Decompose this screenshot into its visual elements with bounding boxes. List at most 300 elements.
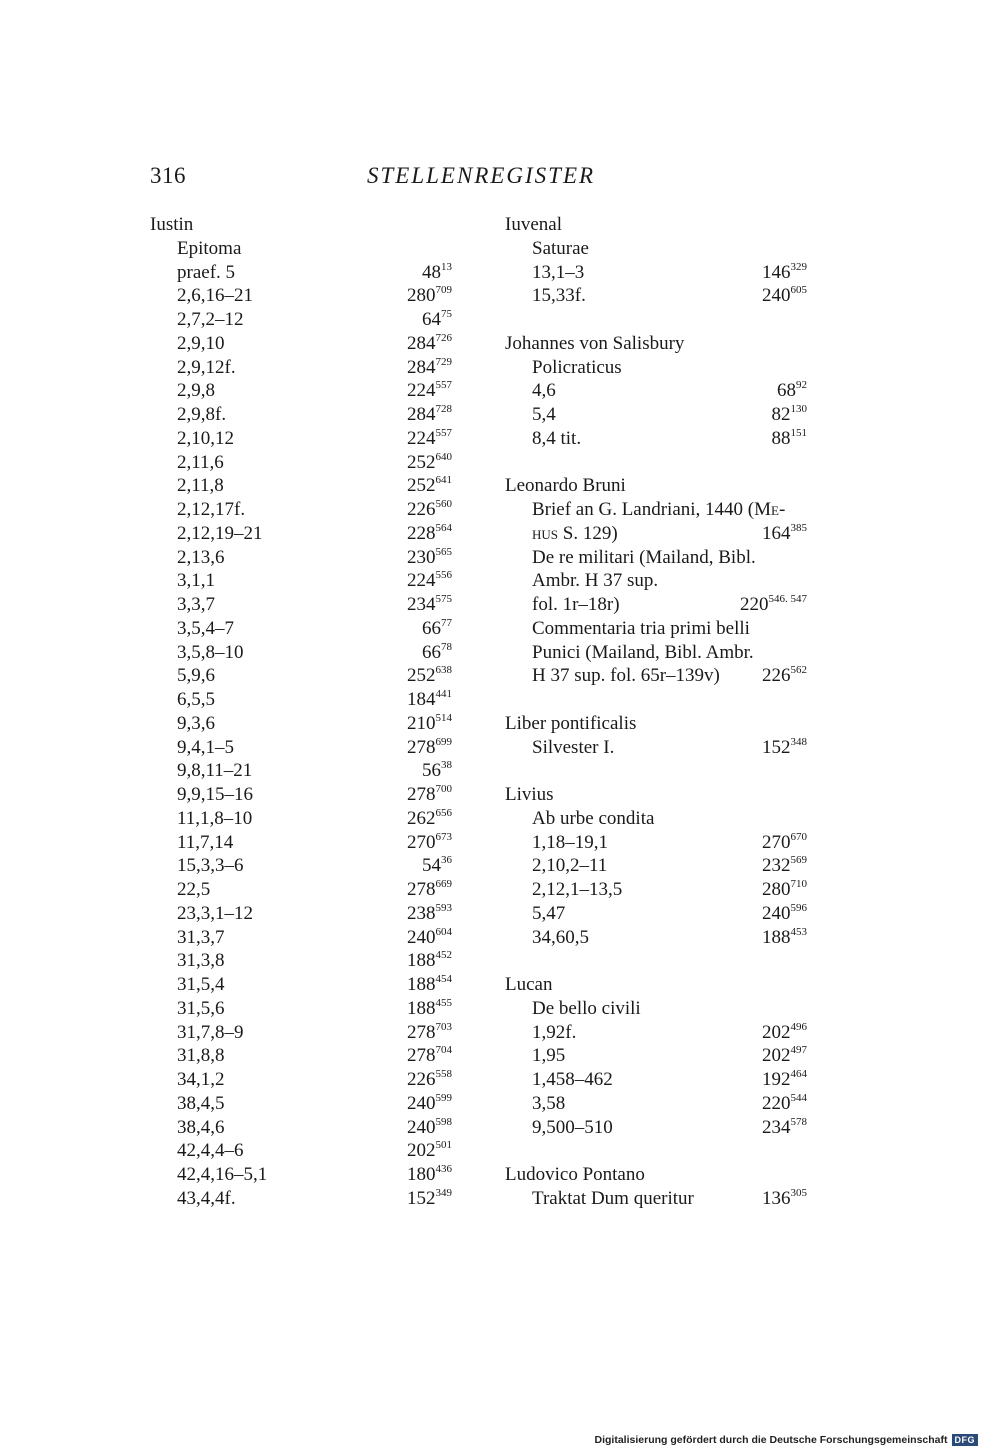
footnote-number: 596 bbox=[790, 901, 807, 914]
index-locus bbox=[150, 1139, 452, 1163]
entry-text: De re militari (Mailand, Bibl. bbox=[532, 546, 756, 568]
page-number-ref: 88 bbox=[771, 427, 791, 449]
entry-text: 2,9,8 bbox=[177, 380, 215, 402]
entry-spacer bbox=[505, 759, 807, 783]
page-reference bbox=[407, 403, 452, 430]
page-number-ref: 224 bbox=[407, 427, 436, 449]
entry-spacer bbox=[505, 949, 807, 973]
page-reference bbox=[762, 1068, 807, 1095]
index-locus bbox=[150, 522, 452, 546]
page-number-ref: 66 bbox=[422, 641, 441, 663]
entry-text: 5,9,6 bbox=[177, 665, 215, 687]
index-author bbox=[505, 783, 807, 807]
entry-text: 2,9,8f. bbox=[177, 404, 227, 425]
entry-text: 2,11,6 bbox=[177, 451, 224, 473]
page-number-ref: 234 bbox=[407, 594, 436, 615]
footnote-number: 557 bbox=[435, 379, 452, 392]
entry-text: 1,92f. bbox=[532, 1021, 577, 1043]
index-work bbox=[505, 736, 807, 760]
footnote-number: 78 bbox=[441, 640, 452, 653]
page-number-ref: 224 bbox=[407, 380, 436, 402]
entry-text: 3,5,8–10 bbox=[177, 641, 244, 663]
page-reference bbox=[762, 902, 807, 929]
page-reference bbox=[407, 284, 452, 311]
page-number-ref: 240 bbox=[407, 1092, 436, 1114]
page-reference bbox=[407, 664, 452, 691]
footnote-number: 441 bbox=[435, 688, 452, 700]
page-reference bbox=[407, 712, 452, 739]
index-work bbox=[505, 356, 807, 380]
entry-text: 3,1,1 bbox=[177, 570, 215, 592]
entry-text: praef. 5 bbox=[177, 261, 236, 283]
entry-text: 31,7,8–9 bbox=[177, 1021, 244, 1043]
page-number-ref: 284 bbox=[407, 404, 436, 425]
index-locus bbox=[150, 759, 452, 783]
page-reference bbox=[407, 1187, 452, 1214]
index-locus bbox=[505, 1021, 807, 1045]
footnote-number: 726 bbox=[435, 331, 452, 344]
index-author bbox=[505, 1163, 807, 1187]
footnote-number: 349 bbox=[435, 1186, 452, 1199]
page-number-ref: 202 bbox=[762, 1045, 791, 1067]
index-locus bbox=[505, 261, 807, 285]
index-locus bbox=[150, 546, 452, 570]
index-work bbox=[505, 997, 807, 1021]
entry-text: Johannes von Salisbury bbox=[505, 332, 685, 354]
index-locus bbox=[150, 332, 452, 356]
page-number-ref: 278 bbox=[407, 736, 436, 758]
index-locus bbox=[150, 1068, 452, 1092]
page-reference bbox=[407, 593, 452, 620]
entry-text: 31,5,6 bbox=[177, 997, 225, 1019]
index-locus bbox=[150, 474, 452, 498]
entry-text: 9,8,11–21 bbox=[177, 760, 253, 782]
page-reference bbox=[772, 427, 808, 454]
footnote-number: 497 bbox=[790, 1044, 807, 1057]
page-number-ref: 270 bbox=[407, 831, 436, 853]
entry-text: 4,6 bbox=[532, 380, 556, 402]
footnote-number: 656 bbox=[435, 806, 452, 819]
page-number-ref: 220 bbox=[740, 594, 769, 615]
footnote-number: 565 bbox=[435, 545, 452, 558]
footnote-number: 454 bbox=[435, 973, 452, 985]
index-locus bbox=[505, 1068, 807, 1092]
index-author bbox=[505, 474, 807, 498]
page-reference bbox=[407, 973, 452, 1000]
page-reference bbox=[777, 379, 807, 406]
page-number-ref: 278 bbox=[407, 1045, 436, 1067]
entry-text: Commentaria tria primi belli bbox=[532, 617, 750, 639]
page-number-ref: 278 bbox=[407, 784, 436, 805]
footnote-number: 452 bbox=[435, 949, 452, 962]
index-work bbox=[505, 617, 807, 641]
page-reference bbox=[407, 332, 452, 359]
page-number-ref: 202 bbox=[762, 1021, 791, 1043]
page-reference bbox=[407, 427, 452, 454]
entry-text: 1,18–19,1 bbox=[532, 831, 608, 853]
footnote-number: 709 bbox=[435, 284, 452, 297]
page-reference bbox=[407, 902, 452, 929]
index-locus bbox=[505, 379, 807, 403]
page-number-ref: 210 bbox=[407, 712, 436, 734]
index-work bbox=[150, 237, 452, 261]
entry-text: 2,10,12 bbox=[177, 427, 234, 449]
entry-text: 3,5,4–7 bbox=[177, 617, 234, 639]
entry-text: 34,1,2 bbox=[177, 1069, 225, 1090]
page-number: 316 bbox=[150, 163, 186, 188]
index-locus bbox=[150, 356, 452, 380]
entry-spacer bbox=[505, 451, 807, 475]
page-number-ref: 146 bbox=[762, 261, 791, 283]
footnote-number: 641 bbox=[435, 474, 452, 487]
page-number-ref: 238 bbox=[407, 902, 436, 924]
index-work bbox=[505, 546, 807, 570]
footnote-number: 501 bbox=[435, 1139, 452, 1152]
index-column-left bbox=[150, 213, 452, 1211]
footnote-number: 546. 547 bbox=[768, 593, 807, 605]
index-locus bbox=[505, 1092, 807, 1116]
entry-text: 9,4,1–5 bbox=[177, 736, 234, 758]
index-locus bbox=[150, 1163, 452, 1187]
index-locus bbox=[150, 284, 452, 308]
page-reference bbox=[422, 854, 452, 881]
entry-text: Traktat Dum queritur bbox=[532, 1187, 694, 1209]
page-reference bbox=[407, 379, 452, 406]
page-number-ref: 188 bbox=[407, 997, 436, 1019]
page-number-ref: 82 bbox=[771, 404, 791, 425]
index-work bbox=[505, 522, 807, 546]
entry-text: 22,5 bbox=[177, 879, 211, 900]
footnote-number: 605 bbox=[790, 284, 807, 297]
entry-text: 1,458–462 bbox=[532, 1069, 613, 1090]
index-locus bbox=[505, 1116, 807, 1140]
entry-text: Ludovico Pontano bbox=[505, 1164, 645, 1185]
index-locus bbox=[150, 926, 452, 950]
index-locus bbox=[150, 736, 452, 760]
entry-text: 3,58 bbox=[532, 1092, 566, 1114]
footnote-number: 556 bbox=[435, 569, 452, 582]
footnote-number: 604 bbox=[435, 925, 452, 938]
entry-text: Epitoma bbox=[177, 237, 242, 259]
page-number-ref: 152 bbox=[762, 736, 791, 758]
dfg-logo: DFG bbox=[952, 1434, 979, 1446]
footnote-number: 558 bbox=[435, 1068, 452, 1080]
index-locus bbox=[505, 427, 807, 451]
running-head: STELLENREGISTER bbox=[367, 163, 596, 188]
index-work bbox=[505, 664, 807, 688]
entry-text: 5,47 bbox=[532, 902, 566, 924]
entry-text: hus S. 129) bbox=[532, 522, 618, 544]
page-number-ref: 240 bbox=[762, 902, 791, 924]
entry-text: 38,4,6 bbox=[177, 1116, 225, 1138]
page-number-ref: 280 bbox=[762, 879, 791, 900]
entry-text: 2,12,19–21 bbox=[177, 522, 263, 544]
page-number-ref: 56 bbox=[422, 760, 441, 782]
entry-text: 2,13,6 bbox=[177, 546, 225, 568]
footnote-number: 560 bbox=[435, 498, 452, 510]
footnote-number: 305 bbox=[790, 1186, 807, 1199]
entry-text: Lucan bbox=[505, 974, 553, 995]
entry-text: 9,500–510 bbox=[532, 1116, 613, 1138]
entry-text: 9,3,6 bbox=[177, 712, 215, 734]
entry-text: H 37 sup. fol. 65r–139v) bbox=[532, 665, 720, 687]
index-author bbox=[505, 973, 807, 997]
index-locus bbox=[150, 617, 452, 641]
footnote-number: 599 bbox=[435, 1091, 452, 1104]
index-locus bbox=[150, 854, 452, 878]
index-work bbox=[505, 569, 807, 593]
index-locus bbox=[150, 973, 452, 997]
page-number-ref: 136 bbox=[762, 1187, 791, 1209]
entry-text: 34,60,5 bbox=[532, 926, 589, 948]
index-work bbox=[505, 807, 807, 831]
page-reference bbox=[407, 783, 452, 810]
footnote-number: 13 bbox=[441, 260, 452, 273]
page-number-ref: 164 bbox=[762, 522, 791, 544]
page-reference bbox=[407, 1068, 452, 1095]
entry-spacer bbox=[505, 1139, 807, 1163]
index-locus bbox=[150, 997, 452, 1021]
page-reference bbox=[762, 522, 807, 549]
entry-text: Iuvenal bbox=[505, 214, 562, 235]
page-number-ref: 180 bbox=[407, 1164, 436, 1185]
footnote-number: 704 bbox=[435, 1044, 452, 1057]
entry-text: 31,3,8 bbox=[177, 950, 225, 972]
page-number-ref: 66 bbox=[422, 617, 441, 639]
page-reference bbox=[762, 736, 807, 763]
footnote-number: 670 bbox=[790, 830, 807, 843]
page-number-ref: 184 bbox=[407, 689, 436, 710]
index-locus bbox=[150, 1044, 452, 1068]
index-locus bbox=[505, 926, 807, 950]
entry-text: 31,3,7 bbox=[177, 926, 225, 948]
entry-text: Punici (Mailand, Bibl. Ambr. bbox=[532, 641, 754, 663]
entry-text: 2,9,10 bbox=[177, 332, 225, 354]
page-reference bbox=[407, 807, 452, 834]
page-reference bbox=[407, 498, 452, 525]
footnote-number: 36 bbox=[441, 854, 452, 867]
footnote-number: 569 bbox=[790, 854, 807, 867]
page-number-ref: 284 bbox=[407, 356, 436, 378]
page-reference bbox=[762, 926, 807, 953]
page-reference bbox=[762, 1187, 807, 1214]
entry-spacer bbox=[505, 688, 807, 712]
page-reference bbox=[407, 474, 452, 501]
entry-text: Liber pontificalis bbox=[505, 712, 637, 734]
page-reference bbox=[407, 522, 452, 549]
entry-text: 2,7,2–12 bbox=[177, 309, 244, 330]
entry-text: 2,10,2–11 bbox=[532, 855, 608, 877]
page-reference bbox=[407, 949, 452, 976]
footnote-number: 557 bbox=[435, 426, 452, 439]
page-reference bbox=[762, 854, 807, 881]
footnote-number: 564 bbox=[435, 521, 452, 534]
footnote-number: 455 bbox=[435, 996, 452, 1009]
index-locus bbox=[505, 284, 807, 308]
index-locus bbox=[505, 403, 807, 427]
entry-text: Ambr. H 37 sup. bbox=[532, 570, 659, 592]
page-reference bbox=[422, 759, 452, 786]
footnote-number: 729 bbox=[435, 355, 452, 368]
page-number-ref: 226 bbox=[407, 499, 436, 520]
entry-text: 13,1–3 bbox=[532, 261, 585, 283]
entry-text: 42,4,16–5,1 bbox=[177, 1164, 268, 1185]
page-reference bbox=[407, 1092, 452, 1119]
page-reference bbox=[762, 1044, 807, 1071]
footnote-number: 385 bbox=[790, 521, 807, 534]
footnote-number: 673 bbox=[435, 830, 452, 843]
page-number-ref: 226 bbox=[762, 665, 791, 687]
page-number-ref: 224 bbox=[407, 570, 436, 592]
footnote-number: 130 bbox=[790, 403, 807, 415]
page-reference bbox=[407, 878, 452, 905]
page-reference bbox=[407, 1044, 452, 1071]
index-locus bbox=[150, 379, 452, 403]
index-locus bbox=[150, 403, 452, 427]
index-locus bbox=[505, 878, 807, 902]
entry-text: Saturae bbox=[532, 237, 589, 259]
page-number-ref: 240 bbox=[762, 285, 791, 307]
footnote-number: 38 bbox=[441, 759, 452, 772]
entry-text: Silvester I. bbox=[532, 736, 615, 758]
page-number-ref: 278 bbox=[407, 879, 436, 900]
footnote-number: 710 bbox=[790, 878, 807, 890]
page-reference bbox=[422, 308, 452, 335]
footer-text: Digitalisierung gefördert durch die Deutsche Forschungsgemeinschaft bbox=[594, 1434, 948, 1446]
index-locus bbox=[505, 1044, 807, 1068]
index-locus bbox=[150, 1116, 452, 1140]
index-work bbox=[505, 498, 807, 522]
index-locus bbox=[150, 1187, 452, 1211]
entry-text: Brief an G. Landriani, 1440 (Me- bbox=[532, 499, 786, 520]
footnote-number: 598 bbox=[435, 1115, 452, 1128]
page-reference bbox=[407, 1163, 452, 1190]
footnote-number: 699 bbox=[435, 735, 452, 748]
page-reference bbox=[422, 617, 452, 644]
index-locus bbox=[150, 712, 452, 736]
page-number-ref: 188 bbox=[407, 974, 436, 995]
page-number-ref: 280 bbox=[407, 285, 436, 307]
index-locus bbox=[505, 902, 807, 926]
page-number-ref: 192 bbox=[762, 1069, 791, 1090]
footnote-number: 728 bbox=[435, 403, 452, 415]
index-column-right bbox=[505, 213, 807, 1211]
page-reference bbox=[407, 569, 452, 596]
index-locus bbox=[150, 807, 452, 831]
entry-text: 15,3,3–6 bbox=[177, 855, 244, 877]
footnote-number: 593 bbox=[435, 901, 452, 914]
entry-text: fol. 1r–18r) bbox=[532, 594, 620, 615]
page-number-ref: 68 bbox=[777, 380, 796, 402]
index-author bbox=[150, 213, 452, 237]
index-locus bbox=[150, 1092, 452, 1116]
index-locus bbox=[150, 831, 452, 855]
entry-text: 9,9,15–16 bbox=[177, 784, 253, 805]
page-reference bbox=[762, 664, 807, 691]
index-author bbox=[505, 332, 807, 356]
index-author bbox=[505, 213, 807, 237]
entry-text: 31,8,8 bbox=[177, 1045, 225, 1067]
page-number-ref: 230 bbox=[407, 546, 436, 568]
page-number-ref: 240 bbox=[407, 926, 436, 948]
index-locus bbox=[505, 854, 807, 878]
index-author bbox=[505, 712, 807, 736]
entry-text: 11,7,14 bbox=[177, 831, 234, 853]
page-number-ref: 54 bbox=[422, 855, 441, 877]
page-number-ref: 232 bbox=[762, 855, 791, 877]
entry-text: 38,4,5 bbox=[177, 1092, 225, 1114]
page-number-ref: 262 bbox=[407, 807, 436, 829]
page-number-ref: 188 bbox=[407, 950, 436, 972]
page-number-ref: 252 bbox=[407, 665, 436, 687]
footnote-number: 514 bbox=[435, 711, 452, 724]
page-number-ref: 234 bbox=[762, 1116, 791, 1138]
page-number-ref: 226 bbox=[407, 1069, 436, 1090]
footnote-number: 436 bbox=[435, 1163, 452, 1175]
footnote-number: 669 bbox=[435, 878, 452, 890]
footnote-number: 703 bbox=[435, 1020, 452, 1033]
page-number-ref: 64 bbox=[422, 309, 441, 330]
footnote-number: 562 bbox=[790, 664, 807, 677]
footnote-number: 348 bbox=[790, 735, 807, 748]
footnote-number: 92 bbox=[796, 379, 807, 392]
index-locus bbox=[150, 783, 452, 807]
index-work bbox=[505, 641, 807, 665]
index-locus bbox=[150, 902, 452, 926]
entry-text: Livius bbox=[505, 784, 554, 805]
entry-text: De bello civili bbox=[532, 997, 641, 1019]
page-number-ref: 278 bbox=[407, 1021, 436, 1043]
index-work bbox=[505, 1187, 807, 1211]
entry-text: Iustin bbox=[150, 214, 194, 235]
page-reference bbox=[407, 688, 452, 715]
footnote-number: 77 bbox=[441, 616, 452, 629]
index-locus bbox=[150, 688, 452, 712]
page-number-ref: 270 bbox=[762, 831, 791, 853]
entry-text: 31,5,4 bbox=[177, 974, 225, 995]
page-number-ref: 240 bbox=[407, 1116, 436, 1138]
entry-text: 3,3,7 bbox=[177, 594, 215, 615]
index-work bbox=[505, 237, 807, 261]
footnote-number: 638 bbox=[435, 664, 452, 677]
footnote-number: 578 bbox=[790, 1115, 807, 1128]
entry-text: 2,9,12f. bbox=[177, 356, 236, 378]
page-number-ref: 188 bbox=[762, 926, 791, 948]
footer-credit bbox=[595, 1434, 978, 1446]
page-number-ref: 252 bbox=[407, 475, 436, 497]
index-work bbox=[505, 593, 807, 617]
page-number-ref: 152 bbox=[407, 1187, 436, 1209]
entry-text: Ab urbe condita bbox=[532, 807, 655, 829]
entry-text: 2,11,8 bbox=[177, 475, 224, 497]
entry-text: 42,4,4–6 bbox=[177, 1140, 244, 1162]
page-reference bbox=[762, 1116, 807, 1143]
page-number-ref: 48 bbox=[422, 261, 441, 283]
entry-text: 6,5,5 bbox=[177, 689, 215, 710]
entry-text: 15,33f. bbox=[532, 285, 586, 307]
page-reference bbox=[772, 403, 808, 430]
index-locus bbox=[150, 498, 452, 522]
entry-text: 43,4,4f. bbox=[177, 1187, 236, 1209]
entry-text: Policraticus bbox=[532, 356, 622, 378]
footnote-number: 496 bbox=[790, 1020, 807, 1033]
entry-text: 5,4 bbox=[532, 404, 556, 425]
index-locus bbox=[150, 308, 452, 332]
index-locus bbox=[150, 664, 452, 688]
entry-text: Leonardo Bruni bbox=[505, 475, 626, 497]
entry-text: 2,12,1–13,5 bbox=[532, 879, 623, 900]
page-reference bbox=[407, 1139, 452, 1166]
